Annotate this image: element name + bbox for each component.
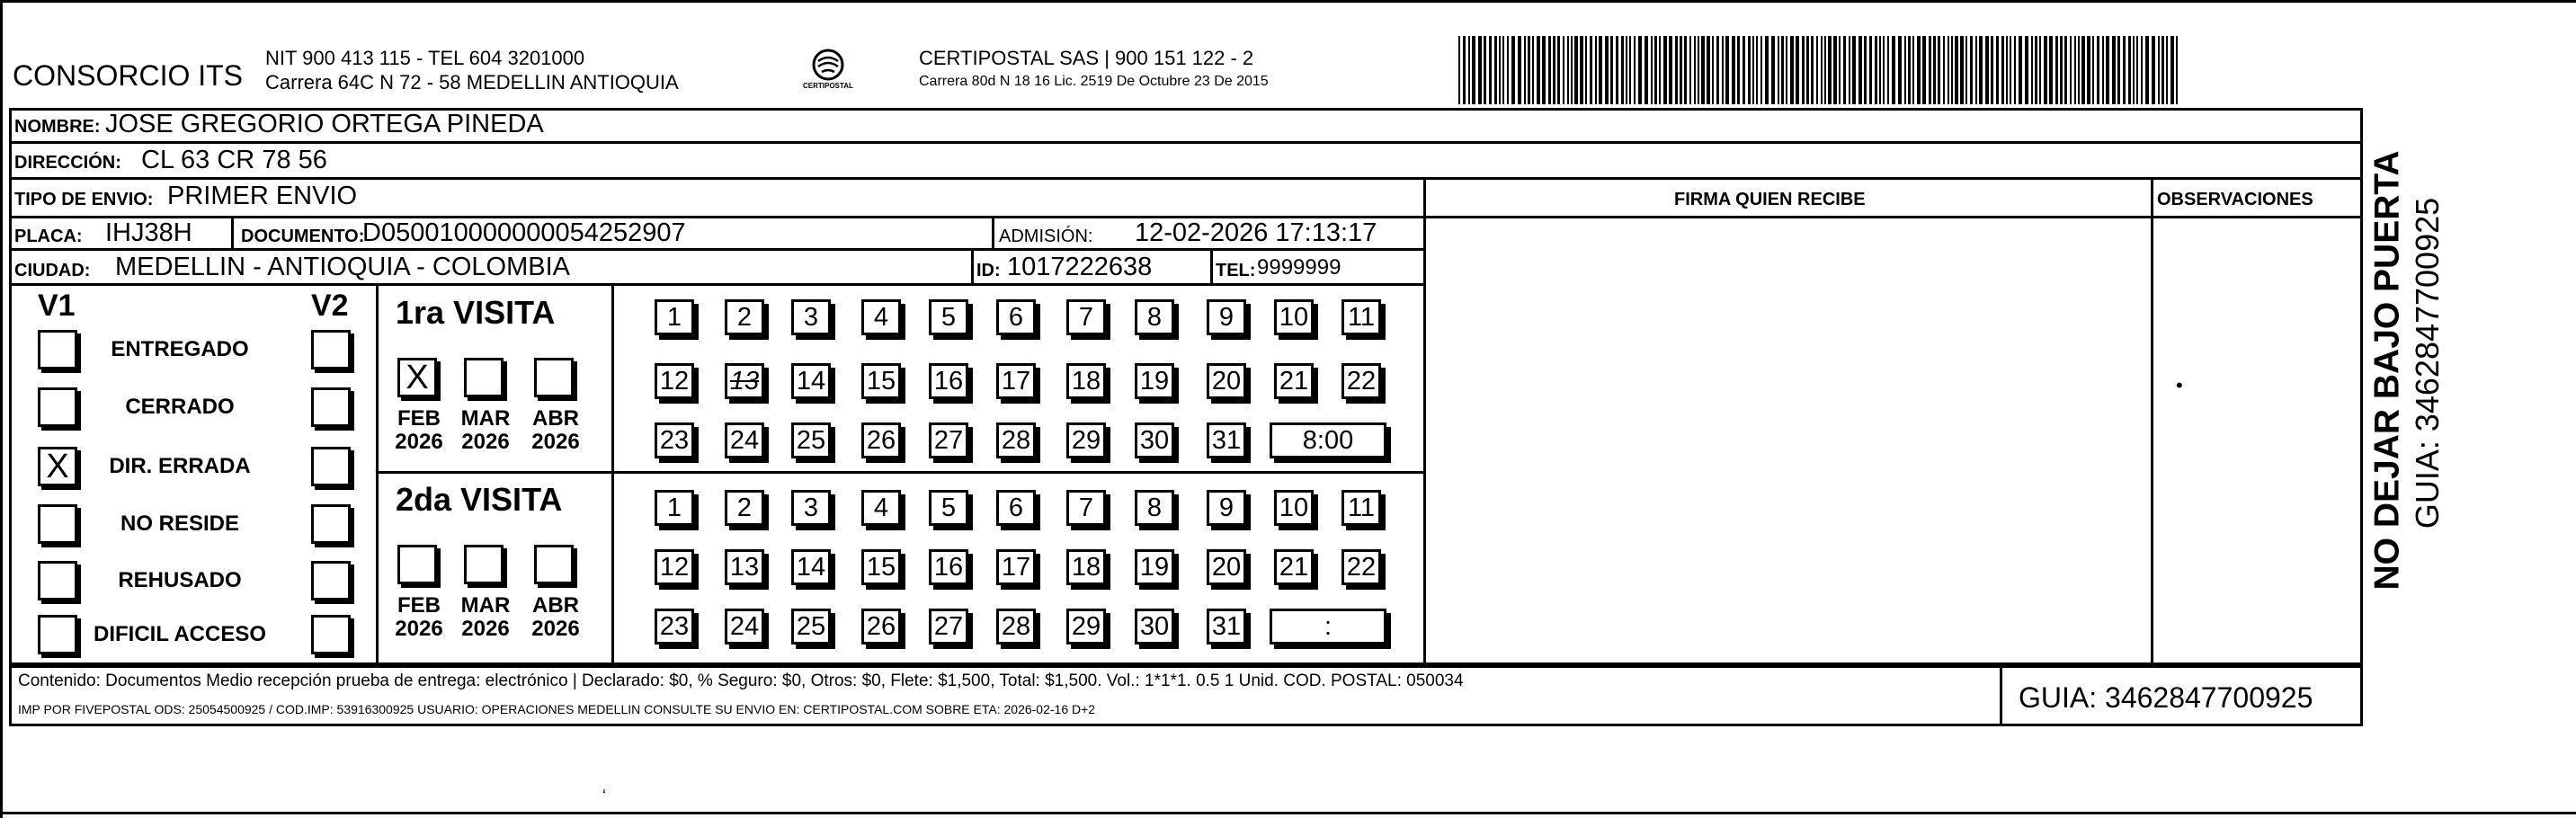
day-box: 7 [1066,490,1106,526]
month-label: FEB [397,593,441,618]
barcode-bar [2006,36,2008,104]
barcode-bar [1732,36,1735,104]
day-box: 8 [1135,490,1174,526]
courier-line-1: CERTIPOSTAL SAS | 900 151 122 - 2 [919,47,1254,69]
barcode [1458,36,2178,104]
barcode-bar [1908,36,1911,104]
barcode-bar [2025,36,2028,104]
barcode-bar [1663,36,1667,104]
barcode-bar [1574,36,1578,104]
year-label: 2026 [531,430,580,454]
visit-separator [376,471,1423,474]
day-box: 10 [1274,490,1314,526]
barcode-bar [1595,36,1597,104]
day-box: 15 [861,549,901,585]
barcode-bar [1970,36,1973,104]
day-box: 30 [1135,609,1174,645]
courier-line-2: Carrera 80d N 18 16 Lic. 2519 De Octubre 23 De 2015 [919,74,1269,89]
v2-label: V2 [311,289,349,323]
month-checkbox: X [397,358,437,397]
day-box: 6 [996,299,1036,335]
barcode-bar [1458,36,1460,104]
barcode-bar [1821,36,1823,104]
barcode-bar [1610,36,1613,104]
barcode-bar [1790,36,1794,104]
barcode-bar [2145,36,2149,104]
barcode-bar [1892,36,1895,104]
id-label: ID: [976,261,1001,280]
day-box: 23 [655,609,694,645]
barcode-bar [1979,36,1983,104]
barcode-bar [2128,36,2131,104]
month-label: ABR [532,406,579,431]
barcode-bar [1833,36,1837,104]
barcode-bar [2102,36,2104,104]
day-box: 25 [791,422,831,458]
barcode-bar [1585,36,1587,104]
footer-line-2: IMP POR FIVEPOSTAL ODS: 25054500925 / COD.IMP: 53916300925 USUARIO: OPERACIONES MEDELLIN CONSULTE SU ENVIO EN: CERTIPOSTAL.COM SOBRE ETA: 2026-02-16 D+2 [18,702,1096,716]
barcode-bar [1778,36,1779,104]
row-line-2 [9,177,2363,180]
month-label: FEB [397,406,441,431]
barcode-bar [1760,36,1762,104]
day-box: 3 [791,490,831,526]
barcode-bar [1571,36,1573,104]
barcode-bar [1478,36,1482,104]
barcode-bar [1796,36,1799,104]
barcode-bar [1629,36,1631,104]
barcode-bar [2070,36,2072,104]
year-label: 2026 [461,617,510,641]
barcode-bar [2133,36,2135,104]
admision-label: ADMISIÓN: [999,227,1093,246]
observaciones-header: OBSERVACIONES [2157,190,2313,209]
barcode-bar [1938,36,1940,104]
day-box: 13 [725,549,764,585]
barcode-bar [1626,36,1627,104]
stray-mark: ‘ [602,787,606,805]
day-box: 12 [655,363,694,399]
barcode-bar [1698,36,1699,104]
placa-divider [231,216,234,248]
day-box: 21 [1274,549,1314,585]
obs-divider [2151,177,2153,665]
barcode-bar [1605,36,1609,104]
day-box: 27 [929,609,968,645]
row-line-1 [9,141,2363,144]
barcode-bar [2055,36,2058,104]
barcode-bar [1975,36,1977,104]
barcode-bar [1689,36,1691,104]
day-box: 4 [861,299,901,335]
barcode-bar [2166,36,2168,104]
day-box: 21 [1274,363,1314,399]
barcode-bar [1883,36,1885,104]
barcode-bar [1991,36,1993,104]
day-box: 20 [1207,549,1246,585]
barcode-bar [2044,36,2047,104]
barcode-bar [2152,36,2155,104]
barcode-bar [2123,36,2126,104]
day-box: 12 [655,549,694,585]
barcode-bar [1553,36,1555,104]
day-box: 19 [1135,363,1174,399]
barcode-bar [1765,36,1769,104]
barcode-bar [2162,36,2164,104]
footer-line-1: Contenido: Documentos Medio recepción prueba de entrega: electrónico | Declarado: $0, % Seguro: $0, Otros: $0, Flete: $1,500, Total: $1,500. Vol.: 1*1*1. 0.5 1 Unid. COD. POSTAL: 050034 [18,671,1464,690]
day-box: 27 [929,422,968,458]
barcode-bar [1858,36,1862,104]
barcode-bar [1507,36,1509,104]
barcode-bar [1955,36,1958,104]
month-checkbox [534,545,574,584]
barcode-bar [1638,36,1642,104]
day-box: 14 [791,549,831,585]
status-label: DIFICIL ACCESO [93,622,266,646]
side-guia: GUIA: 3462847700925 [2409,197,2446,529]
barcode-bar [1680,36,1682,104]
barcode-bar [1811,36,1814,104]
day-box: 4 [861,490,901,526]
id-value: 1017222638 [1007,253,1153,281]
barcode-bar [1557,36,1560,104]
day-box: 18 [1066,363,1106,399]
tel-value: 9999999 [1257,255,1341,280]
day-box: 16 [929,549,968,585]
company-line-1: NIT 900 413 115 - TEL 604 3201000 [265,47,585,69]
barcode-bar [2014,36,2016,104]
v1-checkbox: X [38,447,77,486]
barcode-bar [1756,36,1758,104]
barcode-bar [1563,36,1564,104]
ciudad-label: CIUDAD: [14,261,91,280]
barcode-bar [1917,36,1921,104]
visit1-title: 1ra VISITA [396,294,556,331]
month-label: MAR [460,593,511,618]
barcode-bar [2078,36,2080,104]
barcode-bar [1725,36,1729,104]
barcode-bar [2106,36,2109,104]
day-box: 22 [1341,549,1381,585]
barcode-bar [1752,36,1754,104]
day-box: 20 [1207,363,1246,399]
year-label: 2026 [461,430,510,454]
barcode-bar [2117,36,2120,104]
day-box: 9 [1207,299,1246,335]
barcode-bar [1933,36,1936,104]
day-box: 1 [655,490,694,526]
barcode-bar [2176,36,2178,104]
barcode-bar [2019,36,2022,104]
firma-header: FIRMA QUIEN RECIBE [1674,190,1866,209]
barcode-bar [1518,36,1521,104]
documento-label: DOCUMENTO: [241,227,365,246]
barcode-bar [2049,36,2053,104]
barcode-bar [1528,36,1530,104]
day-box: 5 [929,490,968,526]
barcode-bar [1887,36,1889,104]
day-box: 29 [1066,422,1106,458]
day-box: 25 [791,609,831,645]
barcode-bar [1532,36,1534,104]
barcode-bar [1786,36,1787,104]
placa-label: PLACA: [14,227,83,246]
day-box: 17 [996,549,1036,585]
footer-divider [2000,665,2002,726]
barcode-bar [1824,36,1826,104]
month-label: MAR [460,406,511,431]
barcode-bar [1567,36,1569,104]
barcode-bar [1737,36,1740,104]
v1-label: V1 [38,289,76,323]
day-box: 22 [1341,363,1381,399]
visit2-title: 2da VISITA [396,481,563,518]
tel-label: TEL: [1216,261,1256,280]
barcode-bar [1943,36,1945,104]
day-box: 24 [725,422,764,458]
day-box: 6 [996,490,1036,526]
company-line-2: Carrera 64C N 72 - 58 MEDELLIN ANTIOQUIA [265,71,679,93]
barcode-bar [1951,36,1953,104]
barcode-bar [1489,36,1492,104]
status-label: DIR. ERRADA [109,454,251,478]
day-box: 1 [655,299,694,335]
day-box: 28 [996,422,1036,458]
month-checkbox [534,358,574,397]
nombre-value: JOSE GREGORIO ORTEGA PINEDA [105,110,544,138]
barcode-bar [1651,36,1653,104]
barcode-bar [1484,36,1486,104]
barcode-bar [1502,36,1504,104]
barcode-bar [2092,36,2094,104]
barcode-bar [1965,36,1967,104]
days-divider [611,283,614,665]
day-box: 14 [791,363,831,399]
day-box: 10 [1274,299,1314,335]
barcode-bar [1694,36,1696,104]
barcode-bar [1922,36,1926,104]
barcode-bar [1722,36,1724,104]
day-box: 30 [1135,422,1174,458]
day-box: 29 [1066,609,1106,645]
barcode-bar [1580,36,1583,104]
year-label: 2026 [395,430,443,454]
barcode-bar [1996,36,1999,104]
ciudad-value: MEDELLIN - ANTIOQUIA - COLOMBIA [115,253,570,281]
barcode-bar [2087,36,2090,104]
barcode-bar [2039,36,2041,104]
day-box: 24 [725,609,764,645]
time-box: 8:00 [1270,422,1386,458]
barcode-bar [1879,36,1881,104]
tipo-envio-value: PRIMER ENVIO [167,182,358,210]
day-box: 3 [791,299,831,335]
day-box: 26 [861,609,901,645]
observation-mark: • [2176,374,2183,396]
barcode-bar [2010,36,2011,104]
barcode-bar [1929,36,1931,104]
barcode-bar [1494,36,1497,104]
nombre-label: NOMBRE: [14,117,101,137]
day-box: 18 [1066,549,1106,585]
footer-guia: GUIA: 3462847700925 [2019,681,2313,714]
barcode-bar [1542,36,1546,104]
barcode-bar [1684,36,1687,104]
barcode-bar [1912,36,1914,104]
barcode-bar [1948,36,1949,104]
month-checkbox [464,545,504,584]
day-box: 11 [1341,490,1381,526]
day-box: 13 [725,363,764,399]
day-box: 9 [1207,490,1246,526]
status-label: NO RESIDE [120,511,240,536]
barcode-bar [1499,36,1501,104]
barcode-bar [1463,36,1466,104]
barcode-bar [1843,36,1846,104]
month-label: ABR [532,593,579,618]
barcode-bar [1669,36,1672,104]
barcode-bar [2081,36,2085,104]
direccion-label: DIRECCIÓN: [14,153,121,173]
barcode-bar [1960,36,1964,104]
barcode-bar [2112,36,2116,104]
day-box: 16 [929,363,968,399]
barcode-bar [1468,36,1470,104]
barcode-bar [1537,36,1540,104]
company-name: CONSORCIO ITS [13,59,244,92]
barcode-bar [1864,36,1867,104]
barcode-bar [1616,36,1618,104]
barcode-bar [2158,36,2160,104]
day-box: 11 [1341,299,1381,335]
tel-divider [1210,248,1213,283]
day-box: 26 [861,422,901,458]
barcode-bar [1904,36,1906,104]
month-checkbox [397,545,437,584]
direccion-value: CL 63 CR 78 56 [141,146,327,174]
time-box: : [1270,609,1386,645]
day-box: 5 [929,299,968,335]
day-box: 2 [725,490,764,526]
barcode-bar [2074,36,2076,104]
barcode-bar [2141,36,2143,104]
admision-value: 12-02-2026 17:13:17 [1135,218,1377,247]
barcode-bar [1645,36,1648,104]
barcode-bar [1802,36,1805,104]
barcode-bar [1869,36,1872,104]
barcode-bar [1511,36,1515,104]
barcode-bar [1701,36,1705,104]
barcode-bar [1828,36,1832,104]
status-label: CERRADO [125,395,235,419]
barcode-bar [1743,36,1745,104]
barcode-bar [1852,36,1856,104]
id-divider [971,248,974,283]
barcode-bar [1548,36,1551,104]
barcode-bar [1621,36,1624,104]
day-box: 17 [996,363,1036,399]
barcode-bar [2001,36,2004,104]
day-box: 8 [1135,299,1174,335]
year-label: 2026 [395,617,443,641]
barcode-bar [1898,36,1902,104]
admision-divider [992,216,994,248]
barcode-bar [1849,36,1850,104]
barcode-bar [1712,36,1714,104]
barcode-bar [1839,36,1841,104]
barcode-bar [1634,36,1636,104]
barcode-bar [1781,36,1784,104]
day-box: 15 [861,363,901,399]
barcode-bar [1716,36,1719,104]
visit-divider [376,283,379,665]
placa-value: IHJ38H [105,218,192,247]
barcode-bar [2064,36,2067,104]
barcode-bar [1748,36,1751,104]
firma-divider [1423,177,1426,665]
status-label: ENTREGADO [111,337,249,361]
barcode-bar [1675,36,1678,104]
certipostal-logo [806,45,851,101]
barcode-bar [1590,36,1592,104]
barcode-bar [2097,36,2099,104]
day-box: 23 [655,422,694,458]
recipient-table [9,108,2363,665]
day-box: 2 [725,299,764,335]
top-border [0,0,2576,3]
barcode-bar [1985,36,1989,104]
bottom-border [0,812,2576,814]
no-dejar-notice: NO DEJAR BAJO PUERTA [2367,150,2407,591]
documento-value: D050010000000054252907 [362,218,686,247]
day-box: 7 [1066,299,1106,335]
barcode-bar [1599,36,1602,104]
barcode-bar [1659,36,1661,104]
barcode-bar [1654,36,1657,104]
barcode-bar [1707,36,1710,104]
logo-text: CERTIPOSTAL [803,82,853,90]
tipo-envio-label: TIPO DE ENVIO: [14,190,154,209]
year-label: 2026 [531,617,580,641]
row-line-5 [9,283,1423,286]
month-checkbox [464,358,504,397]
day-box: 31 [1207,609,1246,645]
barcode-bar [1806,36,1809,104]
day-box: 31 [1207,422,1246,458]
barcode-bar [1875,36,1877,104]
barcode-bar [2136,36,2138,104]
barcode-bar [1524,36,1526,104]
barcode-bar [2060,36,2063,104]
day-box: 28 [996,609,1036,645]
barcode-bar [1816,36,1818,104]
barcode-bar [2035,36,2037,104]
status-label: REHUSADO [118,568,242,592]
barcode-bar [1771,36,1775,104]
day-box: 19 [1135,549,1174,585]
barcode-bar [2031,36,2033,104]
barcode-bar [2170,36,2174,104]
barcode-bar [1472,36,1475,104]
